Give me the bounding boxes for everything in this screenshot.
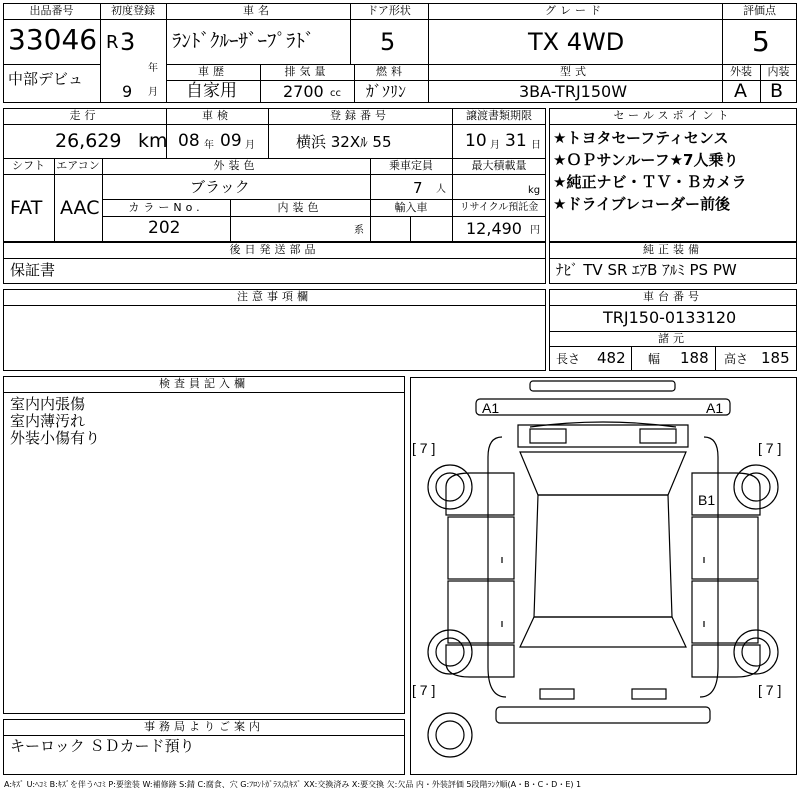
specs-label: 諸元: [658, 332, 688, 345]
ext-color: ブラック: [190, 178, 250, 196]
inspector-note: 外装小傷有り: [10, 429, 101, 447]
shift: FAT: [10, 197, 43, 219]
int-grade-label: 内装: [767, 65, 790, 78]
score: 5: [752, 25, 770, 58]
equipment: ﾅﾋﾞ TV SR ｴｱB ｱﾙﾐ PS PW: [556, 261, 737, 279]
grade: TX 4WD: [528, 28, 625, 56]
legend: A:ｷｽﾞ U:ﾍｺﾐ B:ｷｽﾞを伴うﾍｺﾐ P:要塗装 W:補修跡 S:錆 C:腐食、穴 G:ﾌﾛﾝﾄｶﾞﾗｽ点ｷｽﾞ XX:交換済み X:要交換 欠:欠品 内・外装評価 5段階ﾗﾝｸ順(A・B・C・D・E) 1: [4, 780, 582, 789]
wheel-front-left: [428, 465, 472, 509]
chassis-label: 車台番号: [643, 290, 703, 303]
insp-year: 08: [178, 131, 200, 151]
wheel-rear-right: [734, 630, 778, 674]
damage-mark-front-right: A1: [706, 400, 724, 416]
length-label: 長さ: [556, 352, 581, 366]
transfer-label: 譲渡書類期限: [466, 109, 532, 122]
transfer-day-unit: 日: [531, 140, 541, 151]
ac: AAC: [60, 197, 100, 219]
capacity-label: 乗車定員: [389, 159, 433, 172]
import-label: 輸入車: [394, 201, 428, 214]
capacity-unit: 人: [436, 184, 446, 195]
load-label: 最大積載量: [471, 159, 527, 172]
windshield: [520, 452, 686, 495]
sales-label: セールスポイント: [613, 109, 733, 122]
left-rear-door: [448, 581, 514, 643]
displacement-unit: cc: [330, 88, 341, 99]
height-label: 高さ: [724, 352, 749, 366]
fuel-label: 燃料: [376, 65, 406, 78]
mileage-label: 走行: [69, 109, 100, 122]
width-label: 幅: [648, 352, 661, 366]
office-label: 事務局よりご案内: [144, 720, 264, 733]
ext-grade-label: 外装: [730, 65, 752, 78]
reg-month: 9: [122, 82, 133, 101]
car-name-label: 車名: [243, 4, 273, 17]
insp-year-unit: 年: [204, 140, 214, 151]
sales-point: ★ＯＰサンルーフ★7人乗り: [553, 151, 739, 169]
left-front-door: [448, 517, 514, 579]
ac-label: エアコン: [56, 159, 100, 172]
int-grade: B: [770, 80, 784, 102]
model: 3BA-TRJ150W: [519, 82, 628, 101]
door-label: ドア形状: [367, 4, 411, 17]
wheel-front-right: [734, 465, 778, 509]
wheel-rear-left: [428, 630, 472, 674]
auction-event: 中部デビュ: [8, 70, 84, 88]
era: R: [106, 32, 119, 53]
rear-bumper: [496, 707, 710, 723]
transfer-month: 10: [465, 131, 487, 151]
sales-point: ★ドライブレコーダー前後: [553, 195, 730, 213]
color-no-label: カラーNo.: [128, 201, 204, 214]
inspector-label: 検査員記入欄: [159, 377, 249, 390]
car-name: ﾗﾝﾄﾞｸﾙｰｻﾞｰﾌﾟﾗﾄﾞ: [172, 30, 315, 52]
fuel: ｶﾞｿﾘﾝ: [366, 82, 407, 101]
inspector-note: 室内内張傷: [10, 395, 86, 413]
height: 185: [761, 349, 790, 367]
score-label: 評価点: [743, 4, 776, 17]
ext-color-label: 外装色: [213, 159, 259, 172]
grade-label: グレード: [545, 4, 605, 17]
history-label: 車歴: [198, 65, 228, 78]
tire-depth-rear-left: [ 7 ]: [412, 682, 436, 698]
ext-grade: A: [734, 80, 747, 102]
displacement-label: 排気量: [284, 65, 330, 78]
recycle: 12,490: [466, 219, 522, 238]
inspection-label: 車検: [202, 109, 232, 122]
right-rear-door: [692, 581, 758, 643]
chassis-number: TRJ150-0133120: [603, 308, 737, 327]
right-front-door: [692, 517, 758, 579]
plate-label: 登録番号: [330, 109, 390, 122]
sales-point: ★トヨタセーフティセンス: [553, 129, 729, 147]
insp-month: 09: [220, 131, 242, 151]
displacement: 2700: [283, 82, 324, 101]
load-unit: kg: [528, 185, 541, 196]
doors: 5: [380, 28, 396, 56]
history: 自家用: [186, 81, 237, 101]
transfer-month-unit: 月: [490, 140, 500, 151]
first-reg-label: 初度登録: [111, 4, 155, 17]
front-bumper: [476, 399, 730, 415]
transfer-day: 31: [505, 131, 527, 151]
reg-year: 3: [120, 28, 136, 56]
tire-depth-front-left: [ 7 ]: [412, 440, 436, 456]
equipment-label: 純正装備: [643, 243, 703, 256]
tire-depth-rear-right: [ 7 ]: [758, 682, 782, 698]
recycle-unit: 円: [530, 225, 540, 236]
inspector-note: 室内薄汚れ: [10, 412, 86, 430]
roof: [534, 495, 672, 617]
hood: [518, 425, 688, 447]
damage-mark-front-left: A1: [482, 400, 500, 416]
rear-glass: [520, 617, 686, 647]
capacity: 7: [413, 179, 423, 197]
color-no: 202: [148, 218, 181, 238]
int-color-label: 内装色: [277, 201, 323, 214]
mileage: 26,629: [55, 130, 122, 152]
width: 188: [680, 349, 709, 367]
length: 482: [597, 349, 626, 367]
lot-number: 33046: [8, 23, 98, 56]
mileage-unit: km: [138, 130, 168, 152]
spare-wheel: [428, 713, 472, 757]
later-parts-label: 後日発送部品: [229, 243, 320, 256]
int-color-unit: 系: [354, 225, 364, 236]
car-damage-diagram: [410, 377, 797, 775]
recycle-label: リサイクル預託金: [459, 202, 539, 213]
damage-mark-right-fender: B1: [698, 492, 716, 508]
later-parts: 保証書: [10, 261, 56, 279]
caution-label: 注意事項欄: [237, 290, 312, 303]
plate: 横浜 32Xﾙ 55: [296, 133, 392, 151]
lot-label: 出品番号: [29, 4, 74, 17]
front-bumper-strip: [530, 381, 675, 391]
year-unit: 年: [148, 63, 158, 74]
tire-depth-front-right: [ 7 ]: [758, 440, 782, 456]
model-label: 型式: [560, 65, 590, 78]
month-unit: 月: [148, 87, 158, 98]
detail-block: [3, 108, 546, 242]
sales-point: ★純正ナビ・ＴＶ・Ｂカメラ: [553, 173, 747, 191]
office-note: キーロック ＳＤカード預り: [10, 737, 195, 755]
insp-month-unit: 月: [245, 140, 255, 151]
shift-label: シフト: [12, 159, 45, 172]
